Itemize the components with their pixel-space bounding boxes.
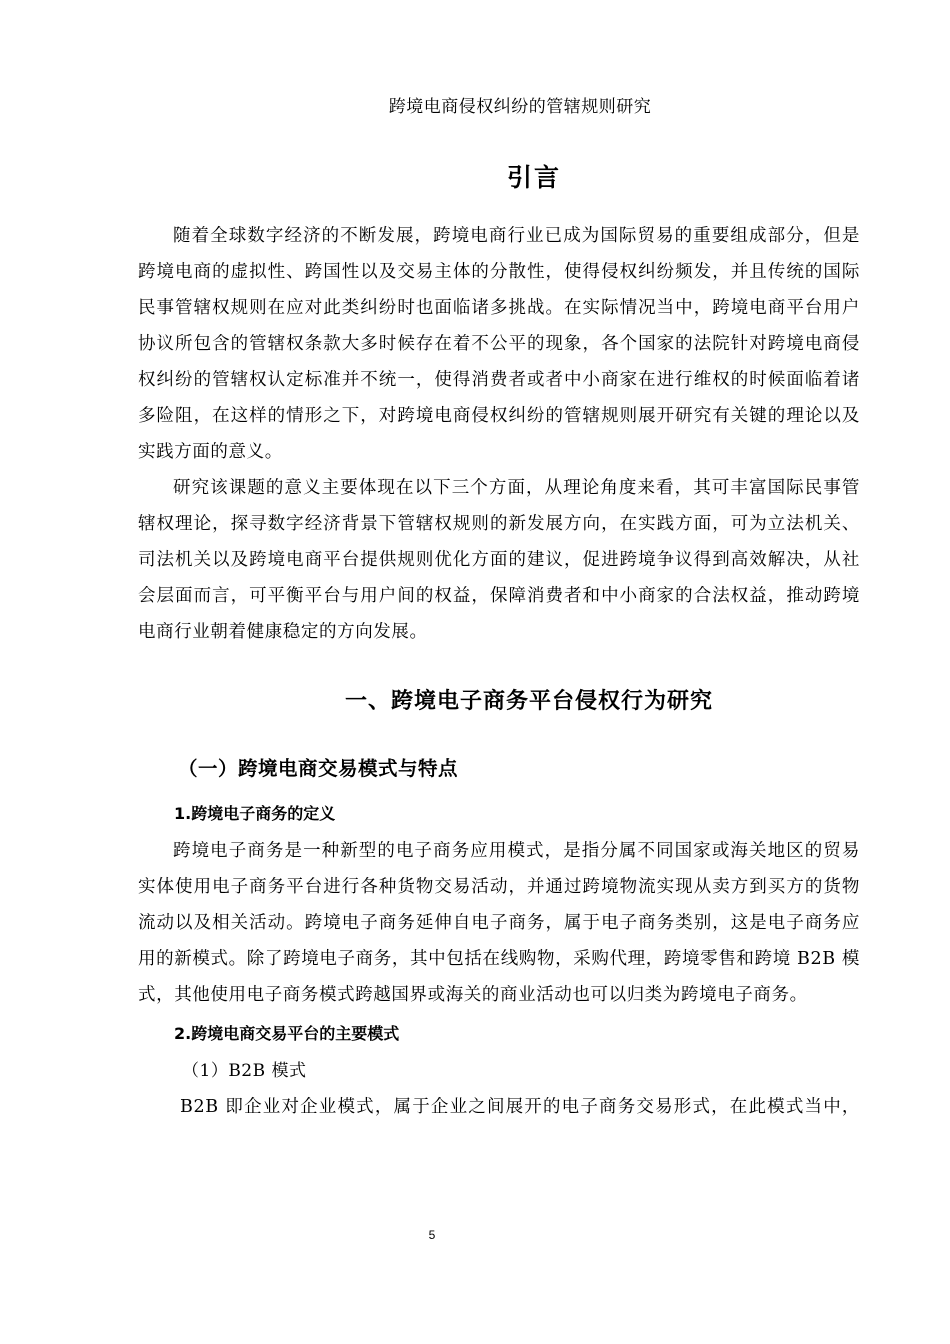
document-body [138,150,860,1125]
chapter-1-title: 一、跨境电子商务平台侵权行为研究 [344,689,713,714]
running-header: 跨境电商侵权纠纷的管辖规则研究 [388,97,652,117]
intro-paragraph-2: 研究该课题的意义主要体现在以下三个方面，从理论角度来看，其可丰富国际民事管辖权理论，探寻数字经济背景下管辖权规则的新发展方向，在实践方面，可为立法机关、司法机关以及跨境电商平台提供规则优化方面的建议，促进跨境争议得到高效解决，从社会层面而言，可平衡平台与用户间的权益，保障消费者和中小商家的合法权益，推动跨境电商行业朝着健康稳定的方向发展。 [138,478,860,642]
b2b-mode-paragraph: B2B 即企业对企业模式，属于企业之间展开的电子商务交易形式，在此模式当中， [180,1097,860,1117]
subsection-1-paragraph: 跨境电子商务是一种新型的电子商务应用模式，是指分属不同国家或海关地区的贸易实体使用电子商务平台进行各种货物交易活动，并通过跨境物流实现从卖方到买方的货物流动以及相关活动。跨境电子商务延伸自电子商务，属于电子商务类别，这是电子商务应用的新模式。除了跨境电子商务，其中包括在线购物，采购代理，跨境零售和跨境 B2B 模式，其他使用电子商务模式跨越国界或海关的商业活动也可以归类为跨境电子商务。 [138,841,860,1005]
b2b-mode-label: （1）B2B 模式 [182,1061,307,1081]
subsection-1-title: 1.跨境电子商务的定义 [174,804,336,823]
subsection-2-title: 2.跨境电商交易平台的主要模式 [174,1024,400,1043]
page-number: 5 [428,1228,436,1242]
intro-paragraph-1: 随着全球数字经济的不断发展，跨境电商行业已成为国际贸易的重要组成部分，但是跨境电商的虚拟性、跨国性以及交易主体的分散性，使得侵权纠纷频发，并且传统的国际民事管辖权规则在应对此类纠纷时也面临诸多挑战。在实际情况当中，跨境电商平台用户协议所包含的管辖权条款大多时候存在着不公平的现象，各个国家的法院针对跨境电商侵权纠纷的管辖权认定标准并不统一，使得消费者或者中小商家在进行维权的时候面临着诸多险阻，在这样的情形之下，对跨境电商侵权纠纷的管辖规则展开研究有关键的理论以及实践方面的意义。 [138,226,860,462]
section-1-title: （一）跨境电商交易模式与特点 [178,757,459,780]
intro-title: 引言 [506,163,561,192]
